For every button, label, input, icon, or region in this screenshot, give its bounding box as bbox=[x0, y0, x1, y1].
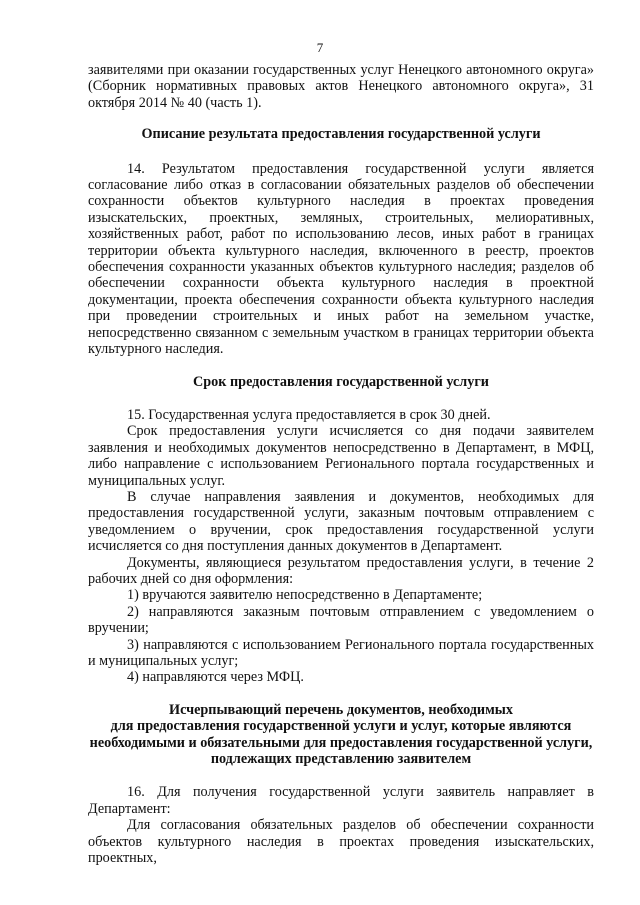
section-heading-result: Описание результата предоставления государственной услуги bbox=[141, 126, 541, 143]
paragraph-15: 15. Государственная услуга предоставляется в срок 30 дней. bbox=[127, 406, 491, 423]
intro-paragraph: заявителями при оказании государственных услуг Ненецкого автономного округа» (Сборник нормативных правовых актов Ненецкого автономного округа», 31 октября 2014 № 40 (часть 1). bbox=[88, 62, 594, 111]
list-item: 3) направляются с использованием Регионального портала государственных и муниципальных услуг; bbox=[88, 636, 594, 669]
heading-line: Исчерпывающий перечень документов, необходимых bbox=[169, 701, 513, 718]
list-item: 2) направляются заказным почтовым отправлением с уведомлением о вручении; bbox=[88, 603, 594, 637]
heading-line: необходимыми и обязательными для предоставления государственной услуги, bbox=[89, 734, 593, 751]
list-item: 4) направляются через МФЦ. bbox=[127, 669, 304, 686]
paragraph-15-term: Срок предоставления услуги исчисляется со дня подачи заявителем заявления и необходимых документов непосредственно в Департамент, в МФЦ, либо направление с использованием Регионального портала государственных и муниципальных услуг. bbox=[88, 423, 594, 489]
paragraph-16-continuation: Для согласования обязательных разделов об обеспечении сохранности объектов культурного наследия в проектах проведения изыскательских, проектных, bbox=[88, 817, 594, 867]
page-content bbox=[88, 62, 594, 866]
page-number: 7 bbox=[316, 40, 324, 55]
heading-line: подлежащих представлению заявителем bbox=[210, 751, 472, 768]
list-item: 1) вручаются заявителю непосредственно в Департаменте; bbox=[127, 587, 483, 604]
heading-line: для предоставления государственной услуги и услуг, которые являются bbox=[110, 718, 572, 735]
paragraph-15-mail: В случае направления заявления и документов, необходимых для предоставления государственной услуги, заказным почтовым отправлением с уведомлением о вручении, срок предоставления государственной услуги исчисляется со дня поступления данных документов в Департамент. bbox=[88, 488, 594, 555]
section-heading-term: Срок предоставления государственной услуги bbox=[193, 373, 489, 390]
paragraph-16: 16. Для получения государственной услуги заявитель направляет в Департамент: bbox=[88, 784, 594, 817]
paragraph-14: 14. Результатом предоставления государственной услуги является согласование либо отказ в согласовании обязательных разделов об обеспечении сохранности объектов культурного наследия в проектах проведения изыскательских, проектных, земляных, строительных, мелиоративных, хозяйственных работ, работ по использованию лесов, иных работ в границах территории объекта культурного наследия, включенного в реестр, проектов обеспечения сохранности указанных объектов культурного наследия; разделов об обеспечении сохранности объекта культурного наследия в проектной документации, проекта обеспечения сохранности объекта культурного наследия при проведении строительных и иных работ на земельном участке, непосредственно связанном с земельным участком в границах территории объекта культурного наследия. bbox=[88, 160, 594, 358]
section-heading-documents bbox=[88, 702, 594, 768]
paragraph-15-docs: Документы, являющиеся результатом предоставления услуги, в течение 2 рабочих дней со дня оформления: bbox=[88, 554, 594, 587]
